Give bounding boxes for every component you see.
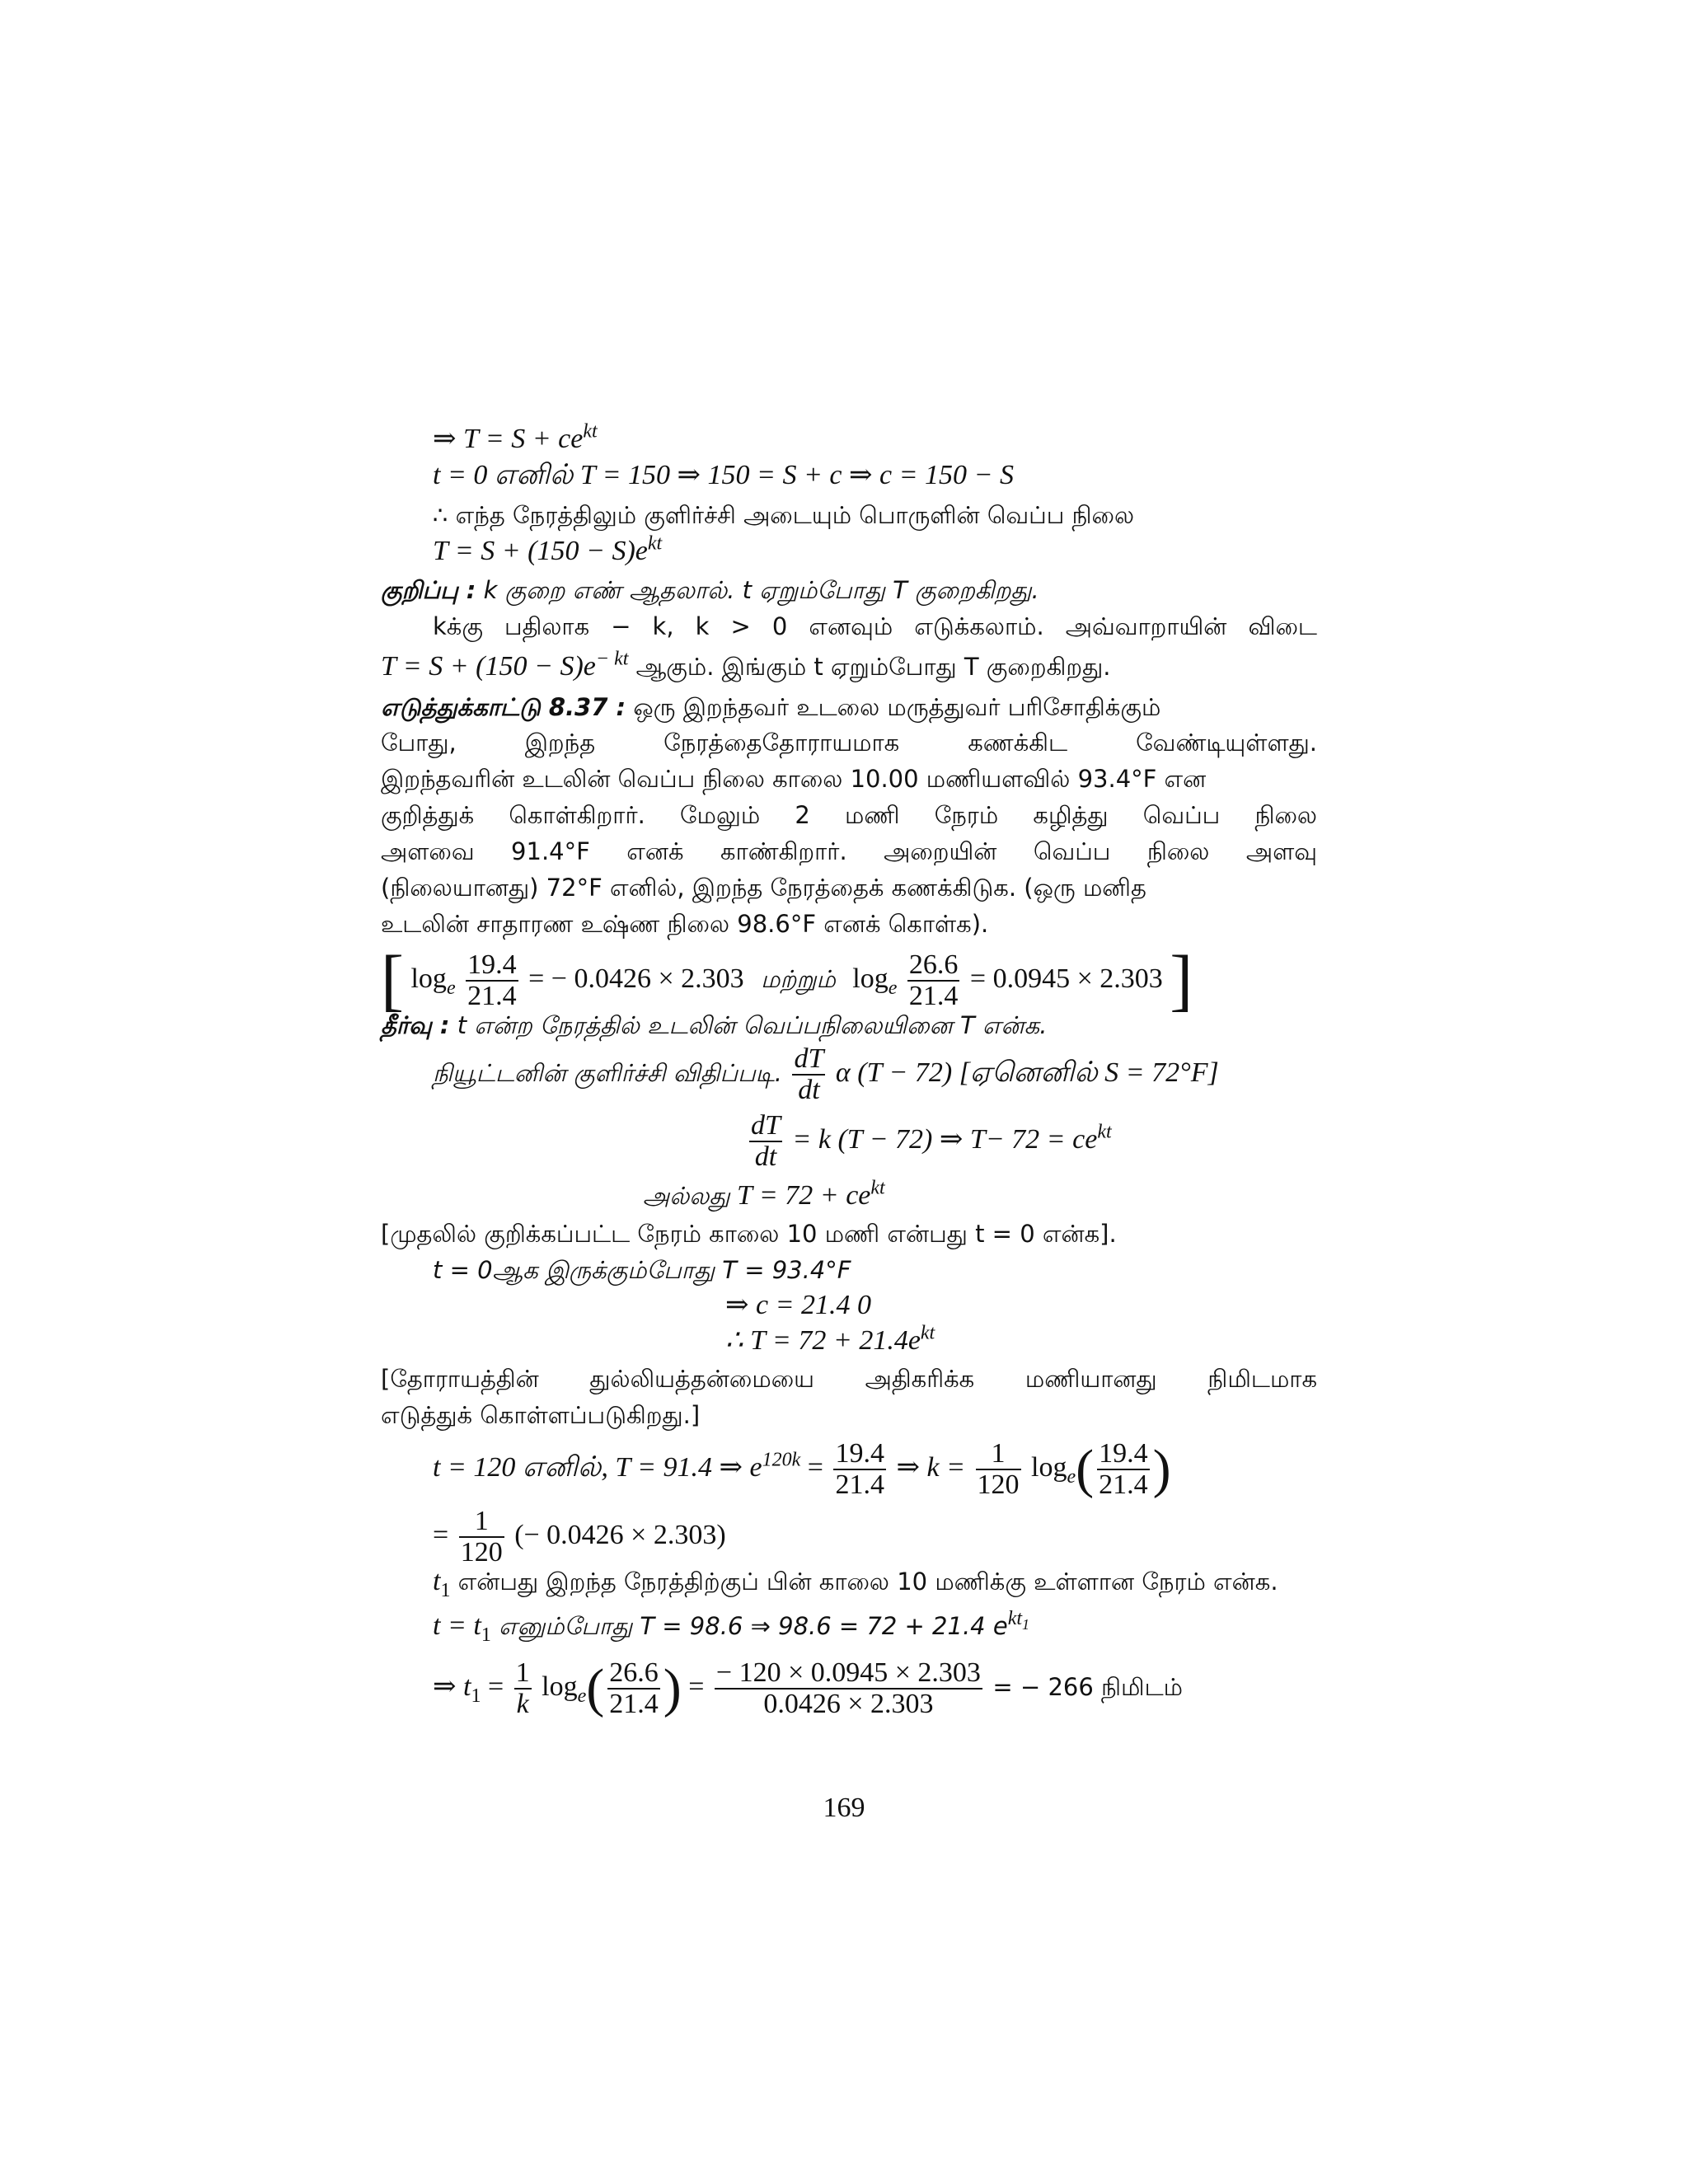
example-line-3: இறந்தவரின் உடலின் வெப்ப நிலை காலை 10.00 மணியளவில் 93.4°F என	[381, 765, 1207, 793]
solution-label: தீர்வு :	[381, 1011, 450, 1039]
t120-line: t = 120 எனில், T = 91.4 ⇒ $e^{120k}$ = $\frac{19.4}{21.4}$ ⇒ k = $\frac{1}{120}$ $\log_e$( $\frac{19.4}{21.4}$ )	[433, 1438, 1171, 1501]
example-line-7: உடலின் சாதாரண உஷ்ண நிலை 98.6°F எனக் கொள்க).	[381, 910, 989, 938]
eq-line-2: t = 0 எனில் T = 150 ⇒ 150 = S + c ⇒ c = 150 − S	[433, 460, 1014, 490]
text-line-3: ∴ எந்த நேரத்திலும் குளிர்ச்சி அடையும் பொருளின் வெப்ப நிலை	[433, 501, 1135, 529]
eq-line-4: $T = S + (150 - S)e^{kt}$	[433, 532, 663, 566]
accuracy-line-2: எடுத்துக் கொள்ளப்படுகிறது.]	[381, 1401, 701, 1429]
example-line-4: குறித்துக் கொள்கிறார். மேலும் 2 மணி நேரம் கழித்து வெப்ப நிலை	[381, 801, 1317, 829]
note-label: குறிப்பு :	[381, 576, 476, 604]
t0-line: t = 0ஆக இருக்கும்போது T = 93.4°F	[433, 1256, 851, 1284]
final-line: ⇒ $t_1$ = $\frac{1}{k}$ $\log_e$( $\frac{26.6}{21.4}$ ) = $\frac{- 120 \times 0.0945 \times 2.303}{0.0426 \times 2.303}$ = − 266 நிமிடம்	[433, 1657, 1184, 1720]
t1-def-line: $t_1$ என்பது இறந்த நேரத்திற்குப் பின் காலை 10 மணிக்கு உள்ளான நேரம் என்க.	[433, 1566, 1278, 1601]
example-line-6: (நிலையானது) 72°F எனில், இறந்த நேரத்தைக் கணக்கிடுக. (ஒரு மனித	[381, 874, 1146, 902]
solution-line: தீர்வு : t என்ற நேரத்தில் உடலின் வெப்பநிலையினை T என்க.	[381, 1011, 1048, 1039]
example-label: எடுத்துக்காட்டு 8.37 :	[381, 693, 626, 721]
hint-equation: [ $\log_e$ $\frac{19.4}{21.4}$ = − 0.0426 × 2.303 மற்றும் $\log_e$ $\frac{26.6}{21.4}$ = 0.0945 × 2.303 ]	[381, 942, 1193, 1019]
newton-line: நியூட்டனின் குளிர்ச்சி விதிப்படி. $\frac{dT}{dt}$ α (T − 72) [ஏனெனில் S = 72°F]	[433, 1043, 1219, 1106]
note-line: குறிப்பு : k குறை எண் ஆதலால். t ஏறும்போது T குறைகிறது.	[381, 576, 1039, 604]
example-line-5: அளவை 91.4°F எனக் காண்கிறார். அறையின் வெப்ப நிலை அளவு	[381, 837, 1317, 865]
diff-eq-line: $\frac{dT}{dt}$ = k (T − 72) ⇒ $T- 72 = ce^{kt}$	[751, 1110, 1112, 1173]
first-time-line: [முதலில் குறிக்கப்பட்ட நேரம் காலை 10 மணி என்பது t = 0 என்க].	[381, 1220, 1117, 1248]
therefore-line: ∴ $T = 72 + 21.4e^{kt}$	[725, 1322, 935, 1356]
t1-eq-line: $t = t_1$ எனும்போது T = 98.6 ⇒ 98.6 = 72 + 21.4 $e^{kt_1}$	[433, 1607, 1030, 1646]
eq-line-1: ⇒ $T = S + ce^{kt}$	[433, 420, 598, 454]
example-line-2: போது, இறந்த நேரத்தைதோராயமாக கணக்கிட வேண்டியுள்ளது.	[381, 729, 1317, 757]
page-number: 169	[823, 1793, 865, 1823]
example-line-1: எடுத்துக்காட்டு 8.37 : ஒரு இறந்தவர் உடலை மருத்துவர் பரிசோதிக்கும்	[381, 693, 1161, 721]
text-line-6: kக்கு பதிலாக − k, k > 0 எனவும் எடுக்கலாம். அவ்வாறாயின் விடை	[433, 612, 1317, 640]
accuracy-line-1: [தோராயத்தின் துல்லியத்தன்மையை அதிகரிக்க மணியானது நிமிடமாக	[381, 1365, 1317, 1393]
c-line: ⇒ c = 21.4 0	[725, 1290, 872, 1320]
k-value-line: = $\frac{1}{120}$ (− 0.0426 × 2.303)	[433, 1506, 726, 1568]
eq-line-7: $T = S + (150 - S)e^{- kt}$ ஆகும். இங்கும் t ஏறும்போது T குறைகிறது.	[381, 648, 1111, 682]
or-line: அல்லது $T = 72 + ce^{kt}$	[643, 1177, 885, 1211]
